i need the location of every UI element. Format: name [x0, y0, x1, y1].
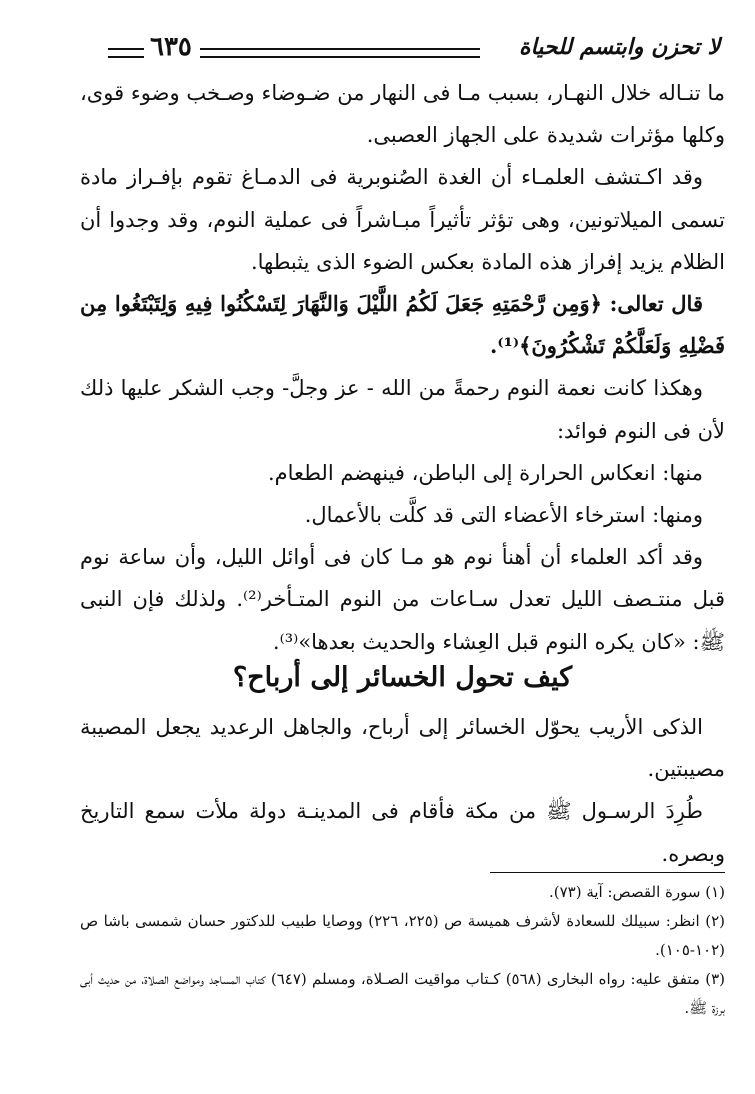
paragraph: ما تنـاله خلال النهـار، بسبب مـا فى النهار من ضـوضاء وصـخب وضوء قوى، وكلها مؤثرات شديدة على الجهاز العصبى. — [80, 81, 725, 148]
footnote: (٢) انظر: سبيلك للسعادة لأشرف هميسة ص (٢٢٥، ٢٢٦) ووصايا طبيب للدكتور حسان شمسى باشا ص (١٠٢-١٠٥). — [80, 912, 725, 959]
paragraph: وهكذا كانت نعمة النوم رحمةً من الله - عز وجلَّ- وجب الشكر عليها ذلك لأن فى النوم فوائد: — [80, 376, 725, 443]
footnote-separator — [490, 872, 725, 873]
footnotes — [80, 878, 725, 1023]
list-item: ومنها: استرخاء الأعضاء التى قد كلَّت بالأعمال. — [304, 503, 703, 528]
quran-verse-paragraph: قال تعالى: ﴿وَمِن رَّحْمَتِهِ جَعَلَ لَكُمُ اللَّيْلَ وَالنَّهَارَ لِتَسْكُنُوا فِيهِ وَلِتَبْتَغُوا مِن فَضْلِهِ وَلَعَلَّكُمْ تَشْكُرُونَ﴾⁽¹⁾. — [80, 291, 725, 359]
body-text-bottom — [80, 706, 725, 875]
footnote: (١) سورة القصص: آية (٧٣). — [548, 883, 725, 901]
paragraph: وقد أكد العلماء أن أهنأ نوم هو مـا كان فى أوائل الليل، وأن ساعة نوم قبل منتـصف الليل تعدل سـاعات من النوم المتـأخر⁽²⁾. ولذلك فإن النبى ﷺ: «كان يكره النوم قبل العِشاء والحديث بعدها»⁽³⁾. — [80, 545, 725, 654]
footnote: (٣) متفق عليه: رواه البخارى (٥٦٨) كـتاب مواقيت الصـلاة، ومسلم (٦٤٧) كتاب المساجد ومواضع الصلاة، من حديث أبى برزة ﷺ. — [80, 970, 725, 1017]
paragraph: وقد اكـتشف العلمـاء أن الغدة الصُنوبرية فى الدمـاغ تقوم بإفـراز مادة تسمى الميلاتونين، وهى تؤثر تأثيراً مبـاشراً فى عملية النوم، وقد وجدوا أن الظلام يزيد إفراز هذه المادة بعكس الضوء الذى يثبطها. — [80, 165, 725, 274]
header-rule-left — [108, 48, 144, 58]
section-heading: كيف تحول الخسائر إلى أرباح؟ — [232, 662, 573, 693]
header-rule — [200, 48, 480, 58]
paragraph: طُرِدَ الرسـول ﷺ من مكة فأقام فى المدينـة دولة ملأت سمع التاريخ وبصره. — [80, 799, 725, 866]
running-header — [108, 32, 720, 72]
list-item: منها: انعكاس الحرارة إلى الباطن، فينهضم الطعام. — [267, 460, 703, 485]
page-number: ٦٣٥ — [150, 32, 192, 62]
paragraph: الذكى الأريب يحوّل الخسائر إلى أرباح، والجاهل الرعديد يجعل المصيبة مصيبتين. — [80, 715, 725, 782]
body-text-top — [80, 72, 725, 663]
running-title: لا تحزن وابتسم للحياة — [519, 34, 720, 60]
